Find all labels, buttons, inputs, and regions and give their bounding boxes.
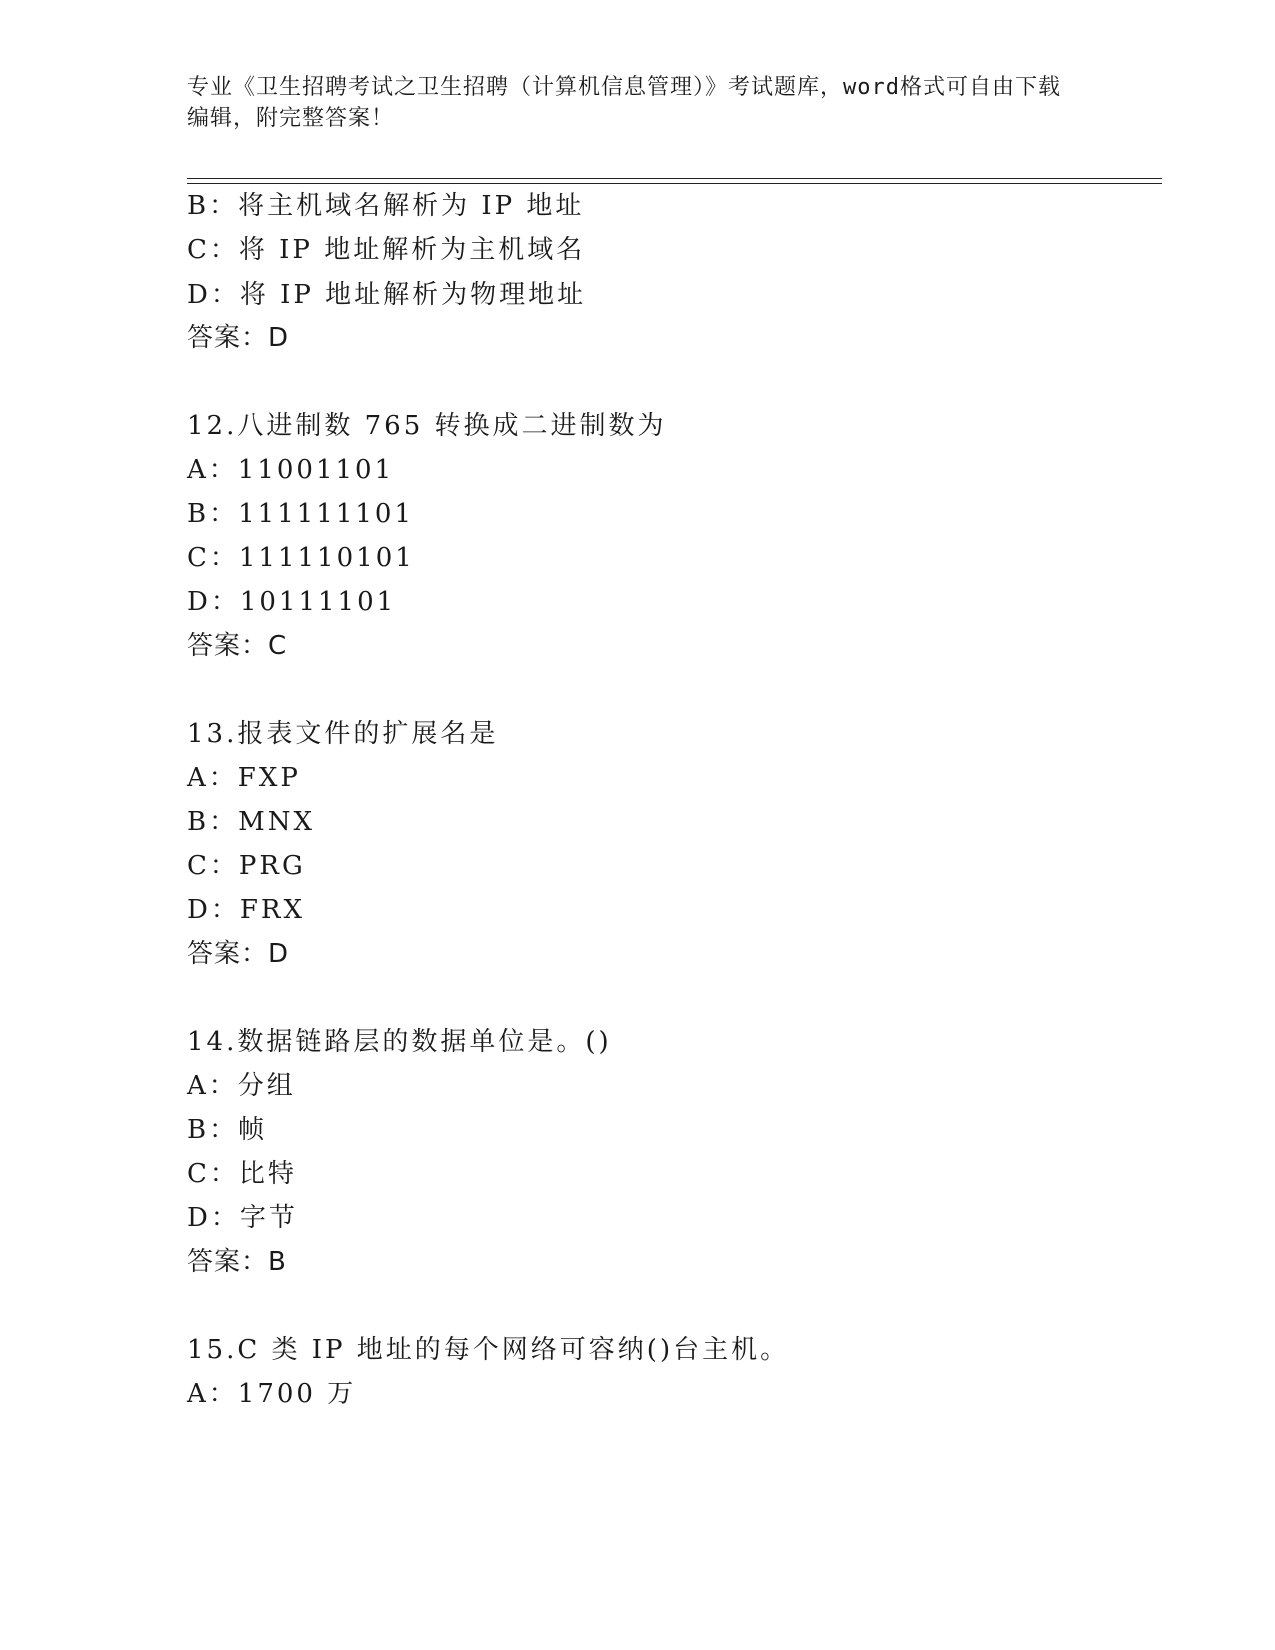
option-line: A：FXP <box>187 763 301 793</box>
option-line: B：111111101 <box>187 499 414 529</box>
answer-line: 答案：D <box>187 939 290 969</box>
option-line: C：111110101 <box>187 543 415 573</box>
question-prompt: 14.数据链路层的数据单位是。() <box>187 1027 612 1057</box>
divider-rule <box>187 178 1162 179</box>
option-line: B：帧 <box>187 1115 268 1145</box>
document-intro: 专业《卫生招聘考试之卫生招聘（计算机信息管理）》考试题库，word格式可自由下载编辑，附完整答案！ <box>187 75 1061 131</box>
question-prompt: 15.C 类 IP 地址的每个网络可容纳()台主机。 <box>187 1335 790 1365</box>
answer-line: 答案：D <box>187 323 290 353</box>
option-line: D：10111101 <box>187 587 397 617</box>
option-line: D：字节 <box>187 1203 298 1233</box>
option-line: C：比特 <box>187 1159 297 1189</box>
question-prompt: 12.八进制数 765 转换成二进制数为 <box>187 411 667 441</box>
divider-rule <box>187 183 1162 184</box>
option-line: C：将 IP 地址解析为主机域名 <box>187 235 586 265</box>
option-line: A：1700 万 <box>187 1379 357 1409</box>
option-line: B：将主机域名解析为 IP 地址 <box>187 191 585 221</box>
option-line: B：MNX <box>187 807 315 837</box>
question-prompt: 13.报表文件的扩展名是 <box>187 719 499 749</box>
option-line: D：将 IP 地址解析为物理地址 <box>187 280 587 310</box>
answer-line: 答案：B <box>187 1247 287 1277</box>
option-line: C：PRG <box>187 851 306 881</box>
option-line: A：11001101 <box>187 455 395 485</box>
option-line: A：分组 <box>187 1071 296 1101</box>
option-line: D：FRX <box>187 895 305 925</box>
answer-line: 答案：C <box>187 631 288 661</box>
